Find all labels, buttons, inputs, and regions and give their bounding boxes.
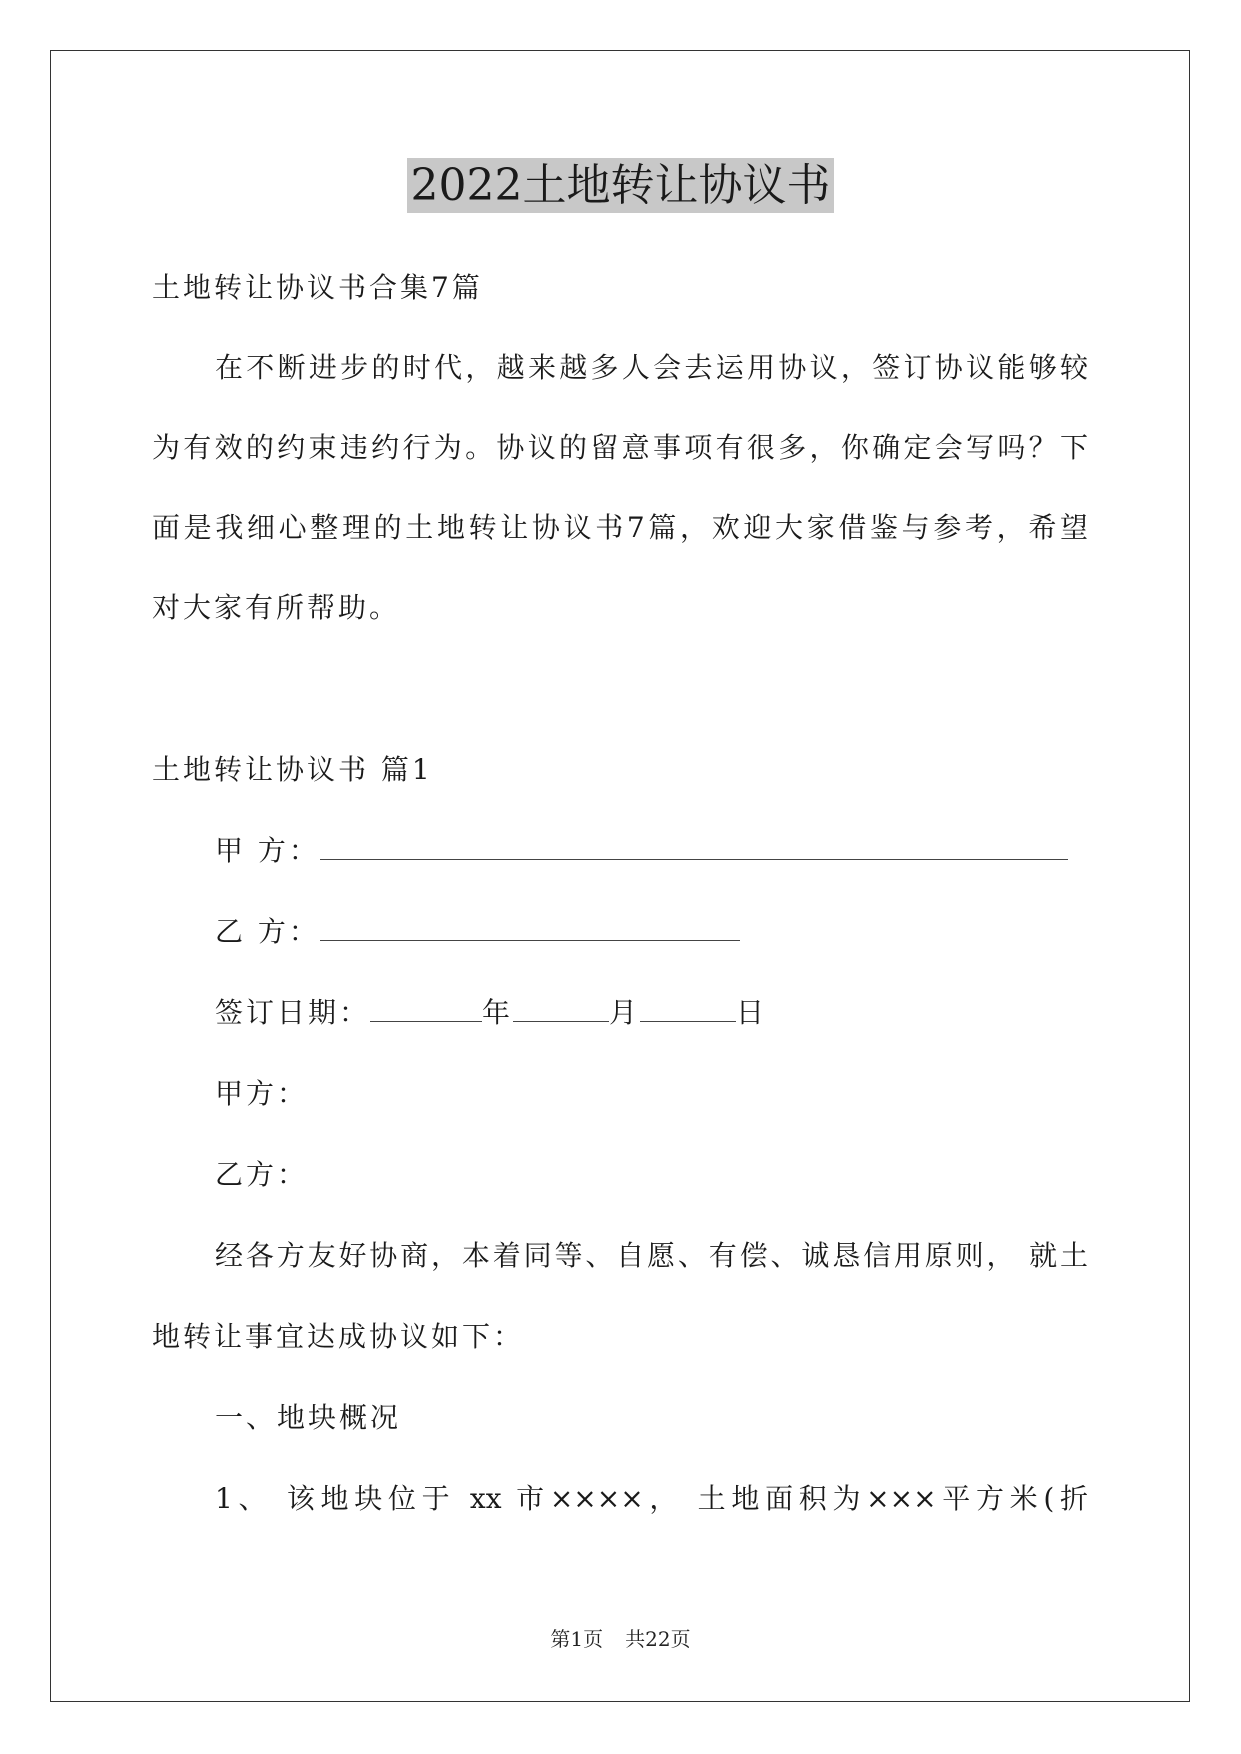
clause-heading: 一、地块概况	[215, 1401, 402, 1434]
intro-line-4: 对大家有所帮助。	[152, 591, 401, 624]
party-a-label: 甲 方：	[215, 834, 320, 867]
document-title-text: 2022土地转让协议书	[407, 158, 835, 213]
document-title	[0, 158, 1241, 214]
page-footer	[0, 1625, 1241, 1653]
party-b-short: 乙方：	[215, 1158, 309, 1191]
party-a-blank	[320, 833, 1068, 860]
party-a-short: 甲方：	[215, 1077, 309, 1110]
day-blank	[640, 995, 736, 1022]
party-b-row	[215, 912, 740, 952]
intro-line-3: 面是我细心整理的土地转让协议书7篇，欢迎大家借鉴与参考，希望	[152, 511, 1088, 544]
document-subtitle: 土地转让协议书合集7篇	[152, 271, 483, 304]
sign-date-row	[215, 993, 767, 1033]
clause-1-text: 1、 该地块位于 xx 市××××， 土地面积为×××平方米(折	[215, 1482, 1088, 1515]
month-blank	[513, 995, 609, 1022]
intro-line-2: 为有效的约束违约行为。协议的留意事项有很多，你确定会写吗？下	[152, 431, 1088, 464]
sign-date-label: 签订日期：	[215, 996, 371, 1029]
year-blank	[370, 995, 482, 1022]
consult-line-2: 地转让事宜达成协议如下：	[152, 1320, 525, 1353]
page-number: 第1页	[550, 1627, 604, 1651]
party-b-label: 乙 方：	[215, 915, 320, 948]
month-label: 月	[609, 996, 641, 1029]
section-heading: 土地转让协议书 篇1	[152, 753, 433, 786]
year-label: 年	[482, 996, 514, 1029]
party-b-blank	[320, 914, 740, 941]
day-label: 日	[736, 996, 768, 1029]
page-total: 共22页	[625, 1627, 691, 1651]
intro-line-1: 在不断进步的时代，越来越多人会去运用协议，签订协议能够较	[215, 351, 1088, 384]
consult-line-1: 经各方友好协商，本着同等、自愿、有偿、诚恳信用原则， 就土	[215, 1239, 1088, 1272]
party-a-row	[215, 831, 1068, 871]
